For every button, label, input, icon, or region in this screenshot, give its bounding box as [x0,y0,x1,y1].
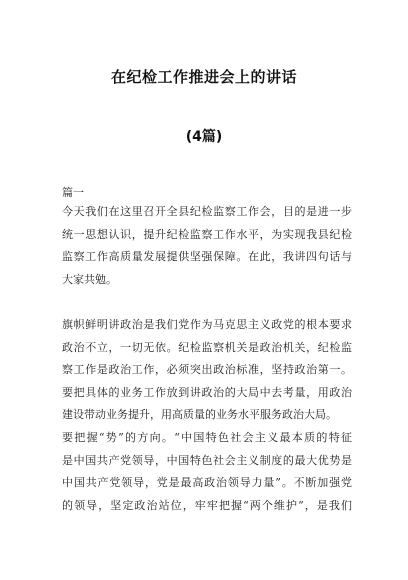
paragraph-line: 是中国共产党领导，中国特色社会主义制度的最大优势是 [62,453,352,467]
paragraph-3 [62,427,352,517]
paragraph-1 [62,201,352,291]
paragraph-line: 大家共勉。 [62,272,117,286]
paragraph-line: 要把具体的业务工作放到讲政治的大局中去考量，用政治 [62,385,352,399]
paragraph-line: 建设带动业务提升，用高质量的业务水平服务政治大局。 [62,408,337,421]
paragraph-2 [62,314,352,427]
paragraph-line: 政治不立，一切无依。纪检监察机关是政治机关，纪检监 [62,340,352,354]
paragraph-line: 旗帜鲜明讲政治是我们党作为马克思主义政党的根本要求 [62,318,352,331]
document-title: 在纪检工作推进会上的讲话 [110,68,297,86]
paragraph-line: 监察工作高质量发展提供坚强保障。在此，我讲四句话与 [62,250,352,263]
document-subtitle: (4篇) [185,129,223,145]
paragraph-line: 今天我们在这里召开全县纪检监察工作会，目的是进一步 [62,205,352,218]
paragraph-line: 察工作是政治工作，必须突出政治标准，坚持政治第一。 [62,363,352,376]
paragraph-line: 要把握“势”的方向。“中国特色社会主义最本质的特征 [62,431,352,444]
section-label: 篇一 [62,186,84,199]
paragraph-line: 中国共产党领导，党是最高政治领导力量”。不断加强党 [62,476,352,489]
paragraph-line: 统一思想认识，提升纪检监察工作水平，为实现我县纪检 [62,227,352,241]
paragraph-line: 的领导，坚定政治站位，牢牢把握“两个维护”，是我们 [62,498,352,512]
